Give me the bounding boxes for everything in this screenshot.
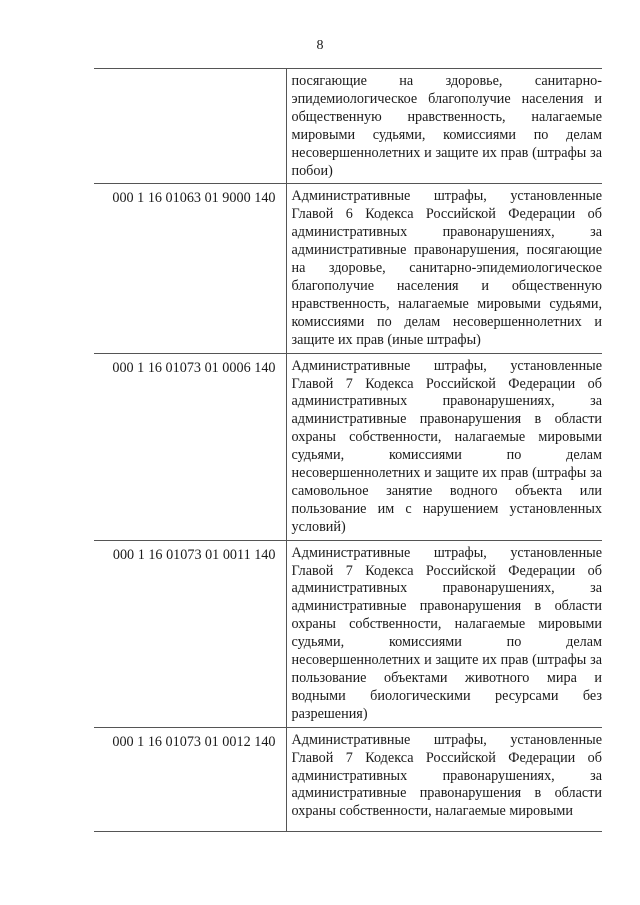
code-cell: 000 1 16 01073 01 0011 140 [94, 540, 286, 727]
table-row [94, 727, 602, 831]
code-cell [94, 69, 286, 184]
code-cell: 000 1 16 01063 01 9000 140 [94, 184, 286, 353]
table-row [94, 69, 602, 184]
budget-classification-table [94, 68, 602, 832]
table-row [94, 353, 602, 540]
description-cell: посягающие на здоровье, санитарно-эпидемиологическое благополучие населения и общественную нравственность, налагаемые мировыми судьями, комиссиями по делам несовершеннолетних и защите их прав (штрафы за побои) [286, 69, 602, 184]
description-cell: Административные штрафы, установленные Главой 6 Кодекса Российской Федерации об административных правонарушениях, за административные правонарушения, посягающие на здоровье, санитарно-эпидемиологическое благополучие населения и общественную нравственность, налагаемые мировыми судьями, комиссиями по делам несовершеннолетних и защите их прав (иные штрафы) [286, 184, 602, 353]
table-row [94, 540, 602, 727]
code-cell: 000 1 16 01073 01 0012 140 [94, 727, 286, 831]
description-cell: Административные штрафы, установленные Главой 7 Кодекса Российской Федерации об административных правонарушениях, за административные правонарушения в области охраны собственности, налагаемые мировыми судьями, комиссиями по делам несовершеннолетних и защите их прав (штрафы за самовольное занятие водного объекта или пользование им с нарушением установленных условий) [286, 353, 602, 540]
table-row [94, 184, 602, 353]
page-number: 8 [316, 38, 324, 53]
description-cell: Административные штрафы, установленные Главой 7 Кодекса Российской Федерации об административных правонарушениях, за административные правонарушения в области охраны собственности, налагаемые мировыми [286, 727, 602, 831]
description-cell: Административные штрафы, установленные Главой 7 Кодекса Российской Федерации об административных правонарушениях, за административные правонарушения в области охраны собственности, налагаемые мировыми судьями, комиссиями по делам несовершеннолетних и защите их прав (штрафы за пользование объектами животного мира и водными биологическими ресурсами без разрешения) [286, 540, 602, 727]
code-cell: 000 1 16 01073 01 0006 140 [94, 353, 286, 540]
